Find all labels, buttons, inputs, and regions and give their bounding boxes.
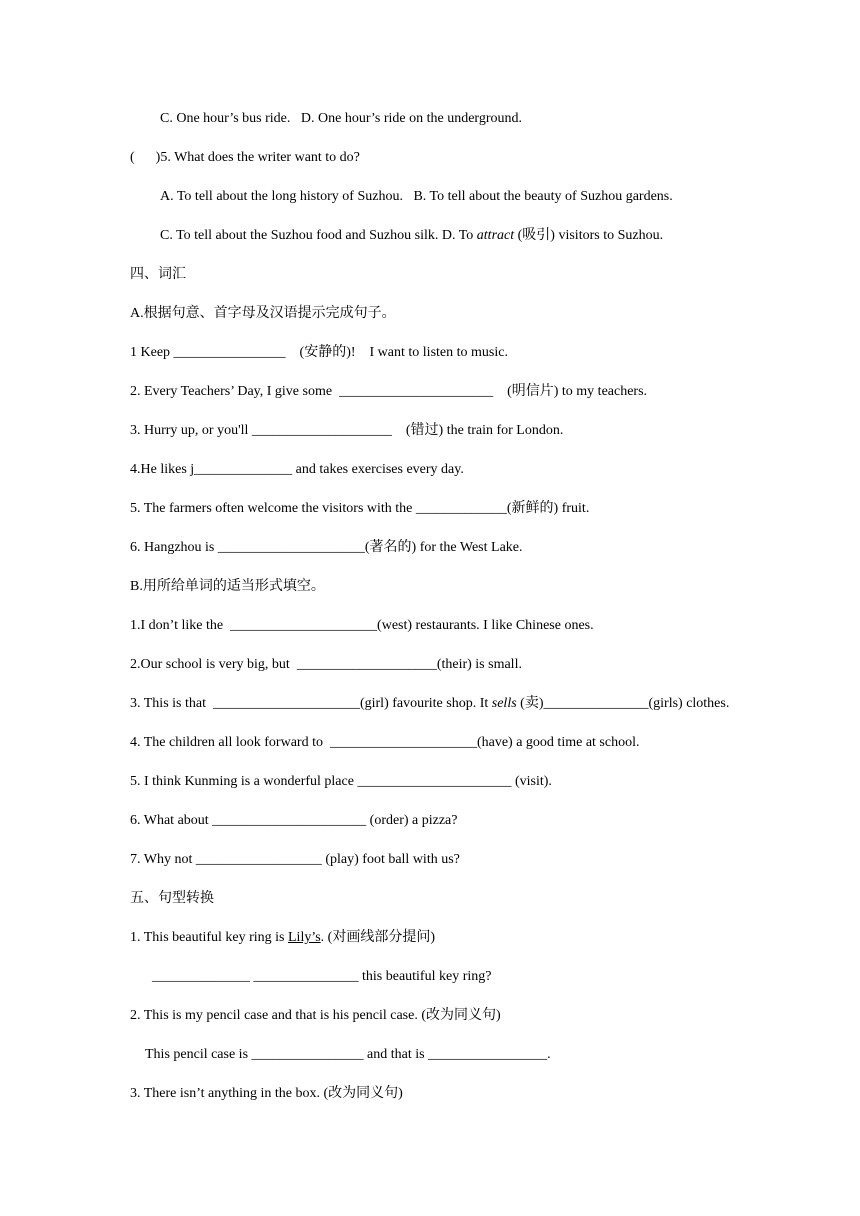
part-a-item-5: 5. The farmers often welcome the visitors with the _____________(新鲜的) fruit. [130, 501, 590, 516]
part-a-item-3: 3. Hurry up, or you'll ____________________ (错过) the train for London. [130, 423, 564, 438]
s5-q1-pre: 1. This beautiful key ring is [130, 930, 288, 945]
s5-q1-answer-line: ______________ _______________ this beautiful key ring? [152, 969, 492, 984]
s5-q2-stem: 2. This is my pencil case and that is his pencil case. (改为同义句) [130, 1008, 501, 1023]
part-a-item-2: 2. Every Teachers’ Day, I give some ______________________ (明信片) to my teachers. [130, 384, 648, 399]
s5-q1-post: . (对画线部分提问) [320, 930, 435, 945]
q5-stem: ( )5. What does the writer want to do? [130, 150, 360, 165]
part-b-item-3-italic-word: sells [491, 696, 517, 711]
q5-option-c-pre: C. To tell about the Suzhou food and Suzhou silk. D. To [160, 228, 477, 243]
section-5-heading: 五、句型转换 [130, 891, 214, 906]
q4-options-c-d: C. One hour’s bus ride. D. One hour’s ride on the underground. [160, 111, 523, 126]
s5-q2-answer-line: This pencil case is ________________ and that is _________________. [145, 1047, 551, 1062]
part-b-item-5: 5. I think Kunming is a wonderful place ______________________ (visit). [130, 774, 552, 789]
part-b-item-2: 2.Our school is very big, but ____________________(their) is small. [130, 657, 522, 672]
s5-q1-underlined-word: Lily’s [288, 930, 321, 945]
q5-option-c-post: (吸引) visitors to Suzhou. [514, 228, 664, 243]
q5-options-a-b: A. To tell about the long history of Suzhou. B. To tell about the beauty of Suzhou gardens. [160, 189, 673, 204]
part-a-item-6: 6. Hangzhou is _____________________(著名的) for the West Lake. [130, 540, 523, 555]
part-b-item-7: 7. Why not __________________ (play) foot ball with us? [130, 852, 460, 867]
part-b-item-3 [130, 695, 729, 713]
s5-q3-stem: 3. There isn’t anything in the box. (改为同义句) [130, 1086, 403, 1101]
part-b-item-3-post: (卖)_______________(girls) clothes. [516, 696, 730, 711]
part-b-item-6: 6. What about ______________________ (order) a pizza? [130, 813, 458, 828]
part-b-instruction: B.用所给单词的适当形式填空。 [130, 579, 325, 594]
part-b-item-4: 4. The children all look forward to _____________________(have) a good time at school. [130, 735, 640, 750]
part-a-item-1: 1 Keep ________________ (安静的)! I want to listen to music. [130, 345, 508, 360]
s5-q1-stem [130, 929, 435, 947]
part-a-instruction: A.根据句意、首字母及汉语提示完成句子。 [130, 306, 396, 321]
part-a-item-4: 4.He likes j______________ and takes exercises every day. [130, 462, 464, 477]
q5-option-italic-word: attract [476, 228, 515, 243]
part-b-item-3-pre: 3. This is that _____________________(girl) favourite shop. It [130, 696, 492, 711]
part-b-item-1: 1.I don’t like the _____________________(west) restaurants. I like Chinese ones. [130, 618, 594, 633]
q5-options-c-d [160, 227, 663, 245]
section-4-heading: 四、词汇 [130, 267, 186, 282]
